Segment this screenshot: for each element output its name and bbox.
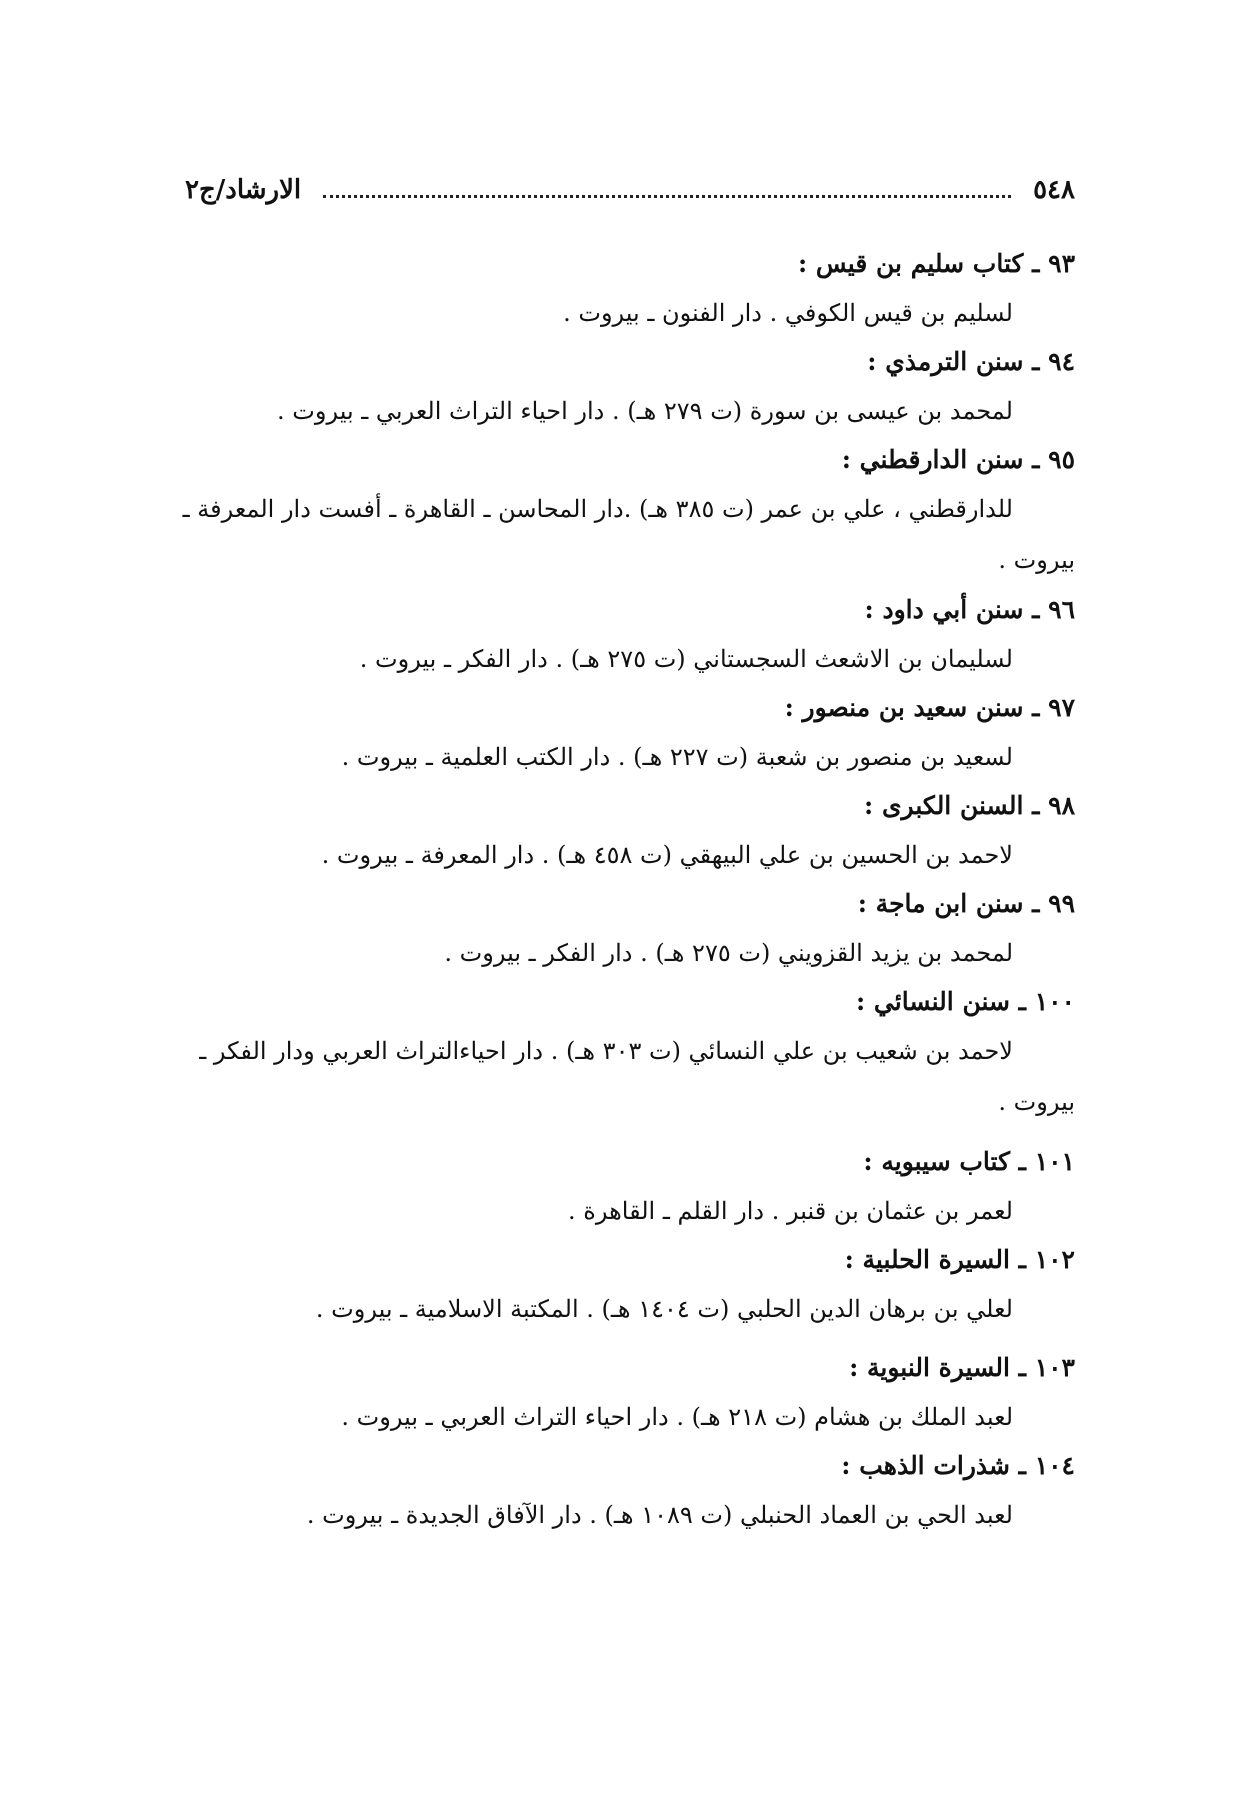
entry-detail: لعمر بن عثمان بن قنبر . دار القلم ـ القاهرة . [568, 1197, 1013, 1225]
entry-detail: لاحمد بن شعيب بن علي النسائي (ت ٣٠٣ هـ) . دار احياءالتراث العربي ودار الفكر ـ [199, 1037, 1013, 1065]
entry-detail: لسعيد بن منصور بن شعبة (ت ٢٢٧ هـ) . دار الكتب العلمية ـ بيروت . [341, 743, 1013, 771]
entry-heading: ٩٧ ـ سنن سعيد بن منصور : [784, 693, 1075, 722]
entry-heading: ١٠٣ ـ السيرة النبوية : [849, 1353, 1075, 1382]
entry-detail-continuation: بيروت . [998, 1088, 1075, 1116]
entry-heading: ٩٨ ـ السنن الكبرى : [864, 791, 1075, 820]
dotted-leader [323, 195, 1011, 198]
bibliography-entry [175, 978, 1075, 1128]
entry-heading: ٩٣ ـ كتاب سليم بن قيس : [798, 249, 1075, 278]
entry-detail-continuation: بيروت . [998, 546, 1075, 574]
entry-heading: ٩٤ ـ سنن الترمذي : [867, 347, 1075, 376]
entry-detail: لسليم بن قيس الكوفي . دار الفنون ـ بيروت . [563, 299, 1013, 327]
entry-heading: ١٠٢ ـ السيرة الحلبية : [844, 1245, 1075, 1274]
entry-detail: لاحمد بن الحسين بن علي البيهقي (ت ٤٥٨ هـ) . دار المعرفة ـ بيروت . [321, 841, 1013, 869]
bibliography-list [175, 240, 1075, 1540]
running-title: الارشاد/ج٢ [185, 175, 302, 205]
bibliography-entry [175, 880, 1075, 978]
bibliography-entry [175, 782, 1075, 880]
page-header [185, 168, 1075, 212]
bibliography-entry [175, 1442, 1075, 1540]
bibliography-entry [175, 338, 1075, 436]
entry-heading: ٩٥ ـ سنن الدارقطني : [841, 445, 1075, 474]
entry-heading: ١٠٤ ـ شذرات الذهب : [841, 1451, 1075, 1480]
bibliography-entry [175, 684, 1075, 782]
entry-heading: ١٠١ ـ كتاب سيبويه : [863, 1147, 1075, 1176]
entry-heading: ١٠٠ ـ سنن النسائي : [855, 987, 1075, 1016]
bibliography-entry [175, 586, 1075, 684]
spacer [175, 1128, 1075, 1138]
bibliography-entry [175, 1344, 1075, 1442]
entry-detail: لسليمان بن الاشعث السجستاني (ت ٢٧٥ هـ) . دار الفكر ـ بيروت . [359, 645, 1013, 673]
bibliography-entry [175, 436, 1075, 586]
page-number: ٥٤٨ [1033, 175, 1075, 205]
entry-detail: لعبد الحي بن العماد الحنبلي (ت ١٠٨٩ هـ) . دار الآفاق الجديدة ـ بيروت . [306, 1501, 1013, 1529]
bibliography-entry [175, 240, 1075, 338]
spacer [175, 1334, 1075, 1344]
entry-heading: ٩٩ ـ سنن ابن ماجة : [857, 889, 1075, 918]
bibliography-entry [175, 1236, 1075, 1334]
entry-detail: لمحمد بن يزيد القزويني (ت ٢٧٥ هـ) . دار الفكر ـ بيروت . [444, 939, 1013, 967]
entry-heading: ٩٦ ـ سنن أبي داود : [864, 595, 1075, 624]
entry-detail: لمحمد بن عيسى بن سورة (ت ٢٧٩ هـ) . دار احياء التراث العربي ـ بيروت . [277, 397, 1013, 425]
bibliography-entry [175, 1138, 1075, 1236]
entry-detail: لعلي بن برهان الدين الحلبي (ت ١٤٠٤ هـ) . المكتبة الاسلامية ـ بيروت . [315, 1295, 1013, 1323]
entry-detail: للدارقطني ، علي بن عمر (ت ٣٨٥ هـ) .دار المحاسن ـ القاهرة ـ أفست دار المعرفة ـ [182, 495, 1013, 523]
entry-detail: لعبد الملك بن هشام (ت ٢١٨ هـ) . دار احياء التراث العربي ـ بيروت . [341, 1403, 1013, 1431]
